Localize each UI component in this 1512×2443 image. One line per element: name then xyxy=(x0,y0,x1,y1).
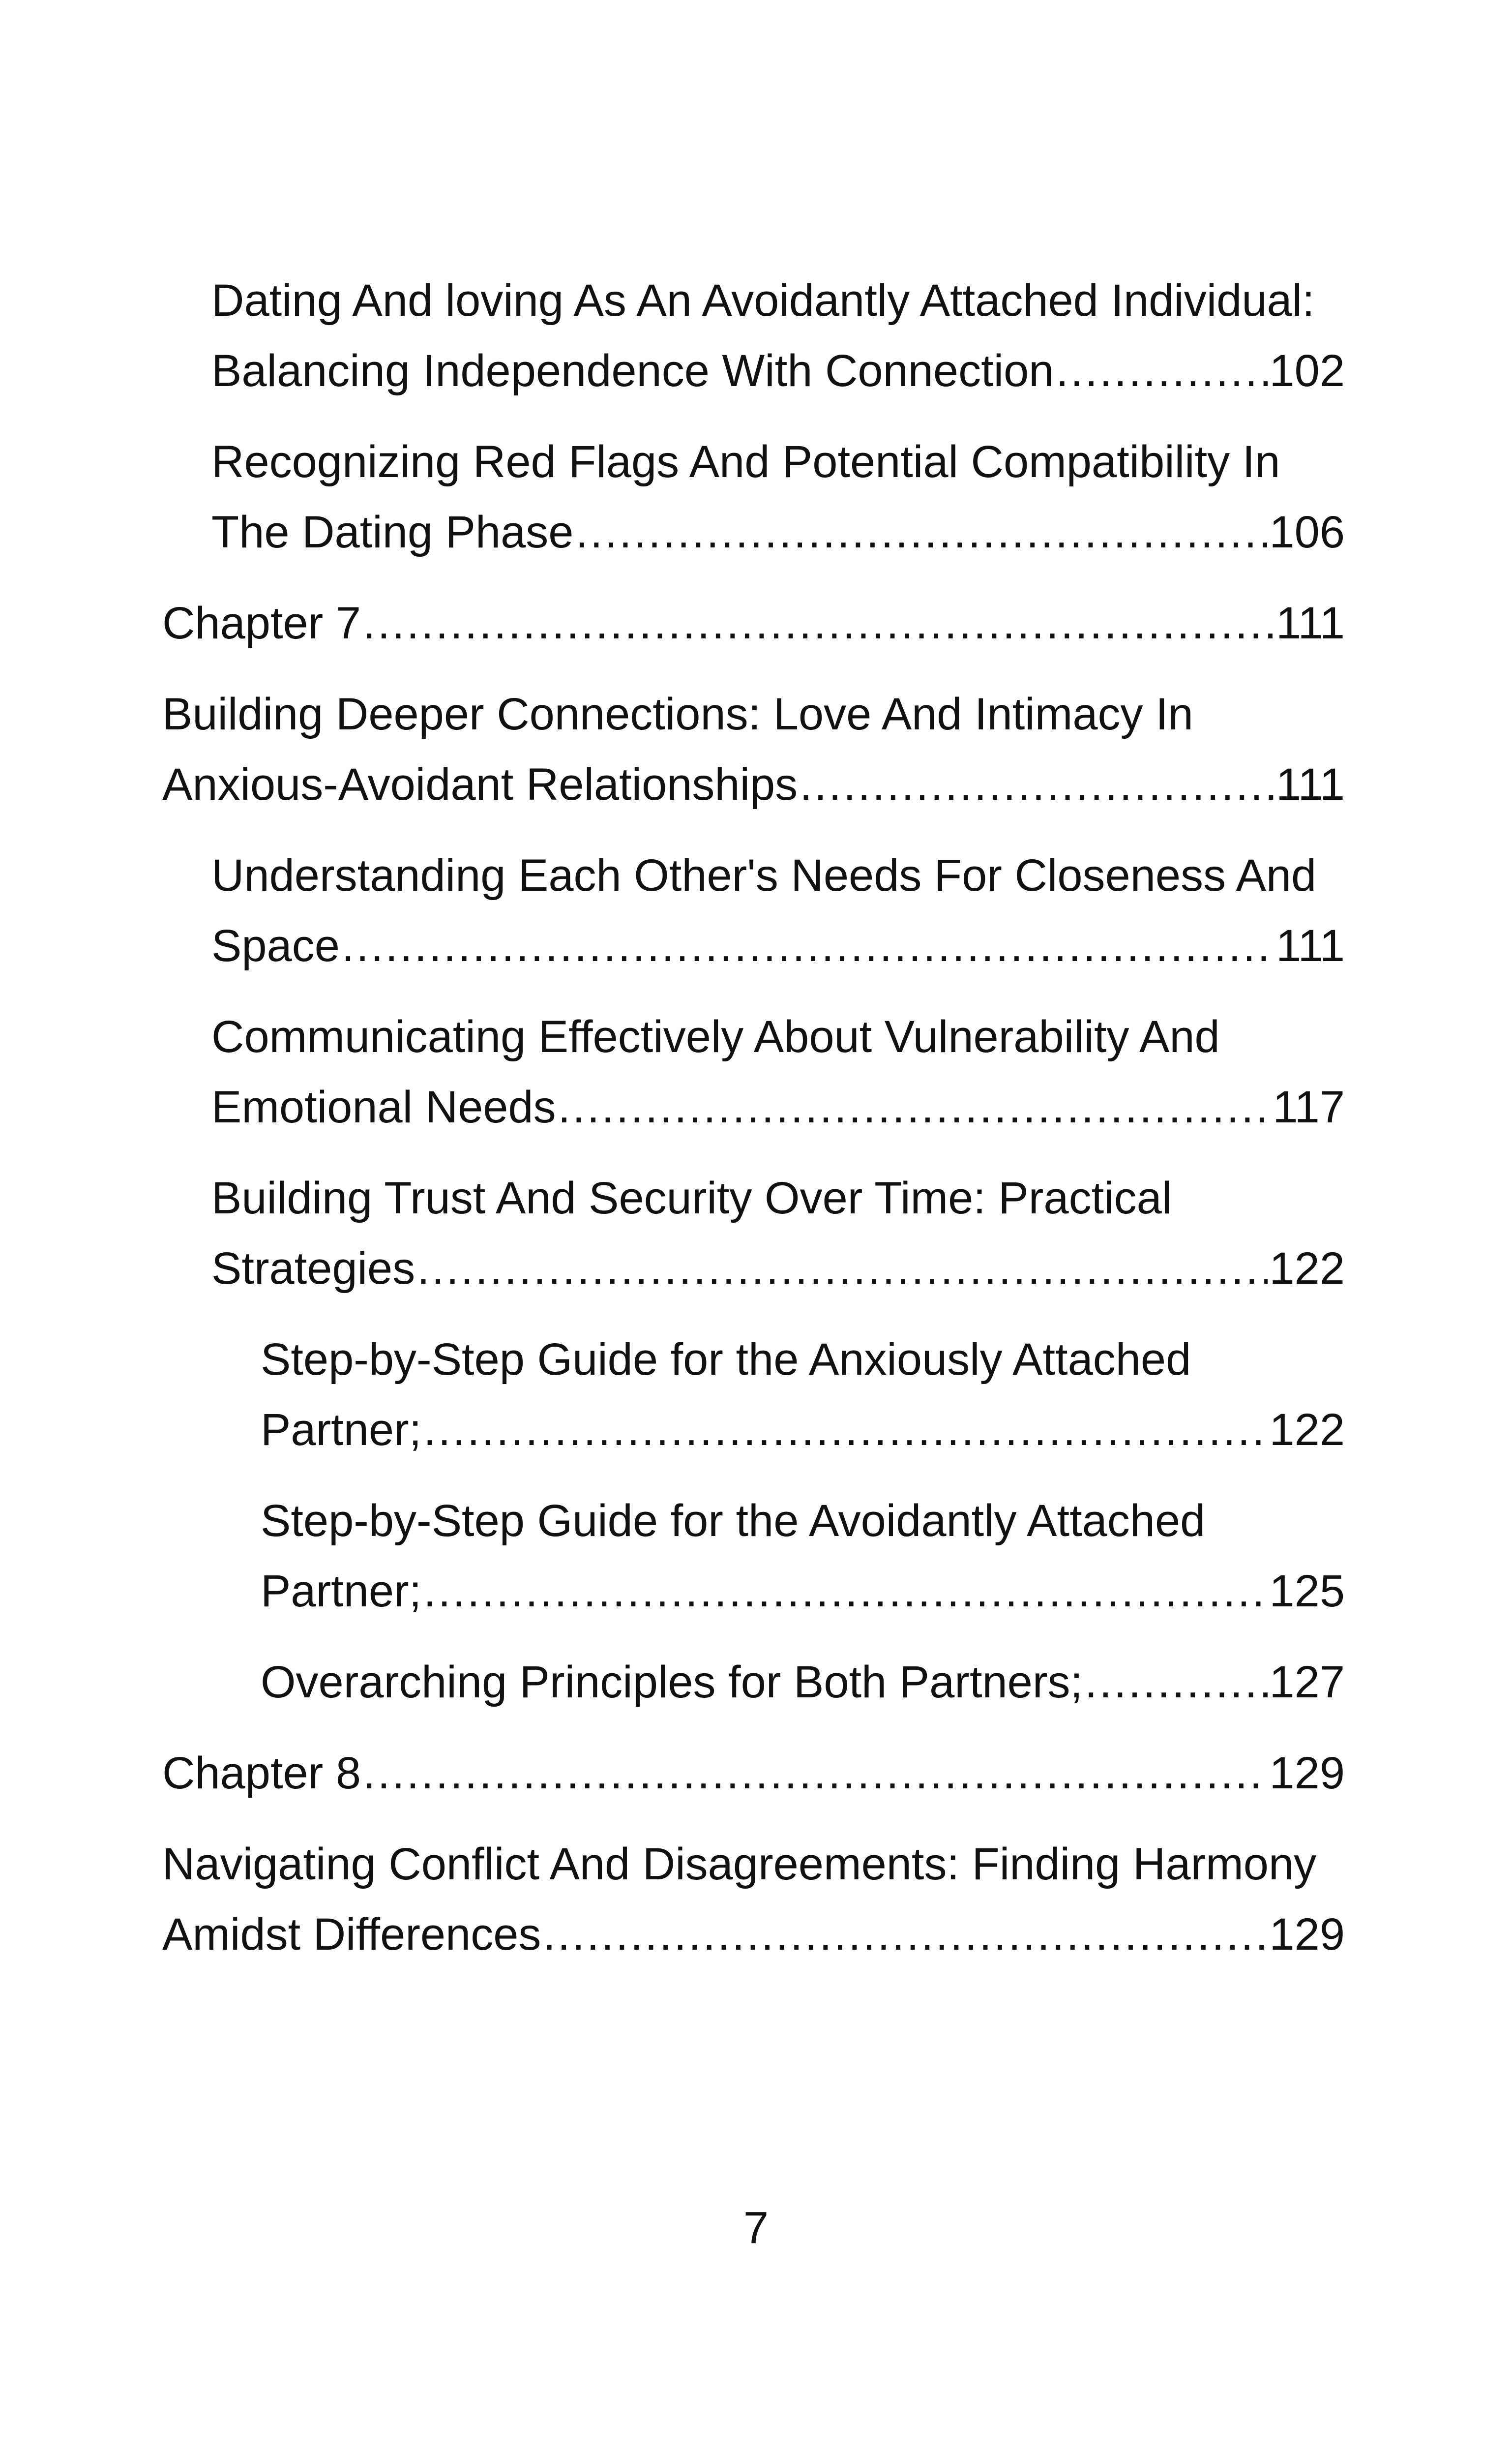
dot-leader xyxy=(423,1556,1267,1627)
toc-entry[interactable] xyxy=(162,266,1345,406)
toc-entry-title-line-2: Partner; xyxy=(261,1566,422,1616)
toc-entry-last-line xyxy=(162,1900,1345,1970)
toc-entry-last-line xyxy=(162,1738,1345,1809)
page-number: 7 xyxy=(743,2203,769,2253)
toc-entry-title-line-1: Building Deeper Connections: Love And Intimacy In xyxy=(162,689,1193,739)
toc-entry-last-line xyxy=(211,497,1345,568)
toc-entry-last-line xyxy=(162,588,1345,659)
toc-entry-last-line xyxy=(261,1647,1345,1718)
toc-entry-chapter[interactable] xyxy=(162,1738,1345,1809)
toc-entry-title-line-2: Space xyxy=(211,921,340,971)
toc-entry[interactable] xyxy=(162,427,1345,568)
toc-entry-chapter[interactable] xyxy=(162,588,1345,659)
toc-entry-page-number: 102 xyxy=(1269,346,1345,396)
toc-entry-title-line-2: The Dating Phase xyxy=(211,507,574,557)
dot-leader xyxy=(342,911,1274,981)
toc-entry-title-line-2: Anxious-Avoidant Relationships xyxy=(162,759,798,810)
toc-entry[interactable] xyxy=(162,679,1345,820)
toc-entry-title-line-2: Partner; xyxy=(261,1405,422,1455)
toc-entry-page-number: 111 xyxy=(1276,921,1345,971)
toc-entry-page-number: 106 xyxy=(1269,507,1345,557)
toc-entry[interactable] xyxy=(162,1829,1345,1970)
toc-entry-title-line-1: Navigating Conflict And Disagreements: Finding Harmony xyxy=(162,1839,1317,1889)
toc-entry[interactable] xyxy=(162,1002,1345,1143)
toc-entry-title: Overarching Principles for Both Partners; xyxy=(261,1657,1083,1707)
toc-entry-title-line-1: Recognizing Red Flags And Potential Compatibility In xyxy=(211,437,1280,487)
toc-entry-title: Chapter 7 xyxy=(162,598,361,648)
toc-entry[interactable] xyxy=(162,1325,1345,1465)
toc-entry-title-line-2: Emotional Needs xyxy=(211,1082,556,1132)
toc-entry[interactable] xyxy=(162,841,1345,981)
toc-entry[interactable] xyxy=(162,1647,1345,1718)
dot-leader xyxy=(558,1072,1271,1143)
toc-entry-last-line xyxy=(261,1395,1345,1465)
toc-entry-title-line-1: Understanding Each Other's Needs For Closeness And xyxy=(211,850,1317,901)
toc-entry-page-number: 122 xyxy=(1269,1405,1345,1455)
toc-entry-title-line-2: Strategies xyxy=(211,1243,415,1294)
toc-entry-title-line-2: Balancing Independence With Connection xyxy=(211,346,1054,396)
dot-leader xyxy=(575,497,1267,568)
toc-entry-title-line-1: Dating And loving As An Avoidantly Attached Individual: xyxy=(211,275,1315,326)
toc-entry-title: Chapter 8 xyxy=(162,1748,361,1798)
toc-entry-page-number: 117 xyxy=(1273,1082,1345,1132)
toc-entry-page-number: 111 xyxy=(1276,759,1345,810)
dot-leader xyxy=(543,1900,1267,1970)
toc-entry-last-line xyxy=(211,336,1345,406)
dot-leader xyxy=(1085,1647,1267,1718)
dot-leader xyxy=(1056,336,1267,406)
toc-entry-title-line-2: Amidst Differences xyxy=(162,1909,541,1960)
toc-entry-page-number: 127 xyxy=(1269,1657,1345,1707)
toc-entry-page-number: 125 xyxy=(1269,1566,1345,1616)
toc-entry-page-number: 129 xyxy=(1269,1748,1345,1798)
toc-entry-last-line xyxy=(211,911,1345,981)
dot-leader xyxy=(417,1234,1267,1304)
table-of-contents xyxy=(162,266,1345,1991)
dot-leader xyxy=(800,750,1274,820)
dot-leader xyxy=(363,1738,1267,1809)
toc-entry-title-line-1: Step-by-Step Guide for the Anxiously Attached xyxy=(261,1334,1191,1385)
toc-entry-title-line-1: Step-by-Step Guide for the Avoidantly Attached xyxy=(261,1496,1206,1546)
toc-entry-title-line-1: Building Trust And Security Over Time: Practical xyxy=(211,1173,1172,1223)
toc-entry-page-number: 129 xyxy=(1269,1909,1345,1960)
dot-leader xyxy=(363,588,1274,659)
dot-leader xyxy=(423,1395,1267,1465)
toc-entry-last-line xyxy=(261,1556,1345,1627)
toc-entry-title-line-1: Communicating Effectively About Vulnerability And xyxy=(211,1012,1220,1062)
toc-entry-page-number: 111 xyxy=(1276,598,1345,648)
toc-entry-page-number: 122 xyxy=(1269,1243,1345,1294)
toc-entry-last-line xyxy=(211,1234,1345,1304)
toc-entry[interactable] xyxy=(162,1163,1345,1304)
toc-entry-last-line xyxy=(211,1072,1345,1143)
toc-entry-last-line xyxy=(162,750,1345,820)
toc-entry[interactable] xyxy=(162,1486,1345,1627)
